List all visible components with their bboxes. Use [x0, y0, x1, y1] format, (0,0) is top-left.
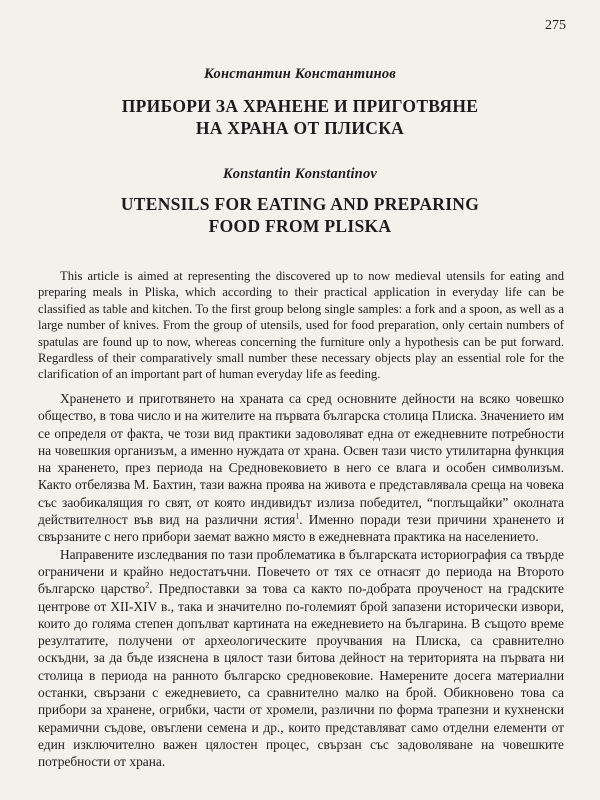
- paragraph-2-text: Направените изследвания по тази проблематика в българската историография са твърде ограничени и крайно недостатъчни. Повечето от тях се отнасят до периода на Второто българско царство: [38, 546, 564, 597]
- title-bulgarian-line2: НА ХРАНА ОТ ПЛИСКА: [195, 118, 405, 138]
- paragraph-2: [38, 546, 564, 771]
- title-bulgarian: [0, 95, 600, 139]
- title-english-line1: UTENSILS FOR EATING AND PREPARING: [120, 194, 480, 214]
- author-bulgarian: Константин Константинов: [204, 66, 396, 82]
- paragraph-1-end: . Именно поради тези причини храненето и свързаните с него прибори заемат важно място в ежедневната практика на населението.: [38, 512, 564, 545]
- abstract: This article is aimed at representing the discovered up to now medieval utensils for eating and preparing meals in Pliska, which according to their practical application in everyday life can be classified as table and kitchen. To the first group belong single samples: a fork and a spoon, as well as a large number of knives. From the group of utensils, used for food preparation, only certain numbers of spatulas are found up to now, whereas concerning the furniture only a hypothesis can be put forward. Regardless of their comparatively small number these necessary objects play an essential role for the clarification of an important part of human everyday life as feeding.: [38, 269, 564, 382]
- paragraph-2-end: . Предпоставки за това са както по-добрата проученост на градските центрове от XII-XIV в., така и значително по-големият брой запазени исторически извори, които до голяма степен допълват картината на ежедневието на българина. В същото време резултатите, получени от археологическите проучвания на Плиска, са сравнително оскъдни, за да бъде изяснена в цялост тази битова дейност на територията на първата ни столица в периода на ранното българско средновековие. Намерените досега материални останки, свързани с ежедневието, са сравнително малко на брой. Обикновено това са прибори за хранене, огрибки, части от хромели, различни по форма трапезни и кухненски керамични съдове, овъглени семена и др., които представляват само отделни елементи от един изключително важен цялостен процес, свързан със задоволяване на човешките потребности от храна.: [38, 581, 564, 770]
- body-text: [38, 390, 564, 771]
- footnote-ref-1: 1: [295, 511, 300, 521]
- paragraph-1-text: Храненето и приготвянето на храната са сред основните дейности на всяко човешко общество, в това число и на жителите на първата българска столица Плиска. Значението им се определя от факта, че този вид практики задоволяват една от ежедневните потребности на човешкия организъм, а именно нуждата от храна. Освен тази чисто утилитарна функция на храненето, през периода на Средновековието в него се влага и особен символизъм. Както отбелязва М. Бахтин, тази важна проява на живота е представлявала среща на човека със заобикалящия го свят, от която индивидът излиза победител, “поглъщайки” околната действителност във вид на различни ястия: [38, 391, 564, 528]
- page-number: 275: [545, 18, 566, 33]
- paragraph-1: [38, 390, 564, 546]
- title-english-line2: FOOD FROM PLISKA: [208, 216, 392, 236]
- footnote-ref-2: 2: [145, 580, 150, 590]
- author-english: Konstantin Konstantinov: [222, 166, 378, 182]
- author-english-block: [0, 166, 600, 183]
- title-english: [0, 193, 600, 237]
- title-bulgarian-line1: ПРИБОРИ ЗА ХРАНЕНЕ И ПРИГОТВЯНЕ: [121, 96, 479, 116]
- author-bulgarian-block: [0, 66, 600, 83]
